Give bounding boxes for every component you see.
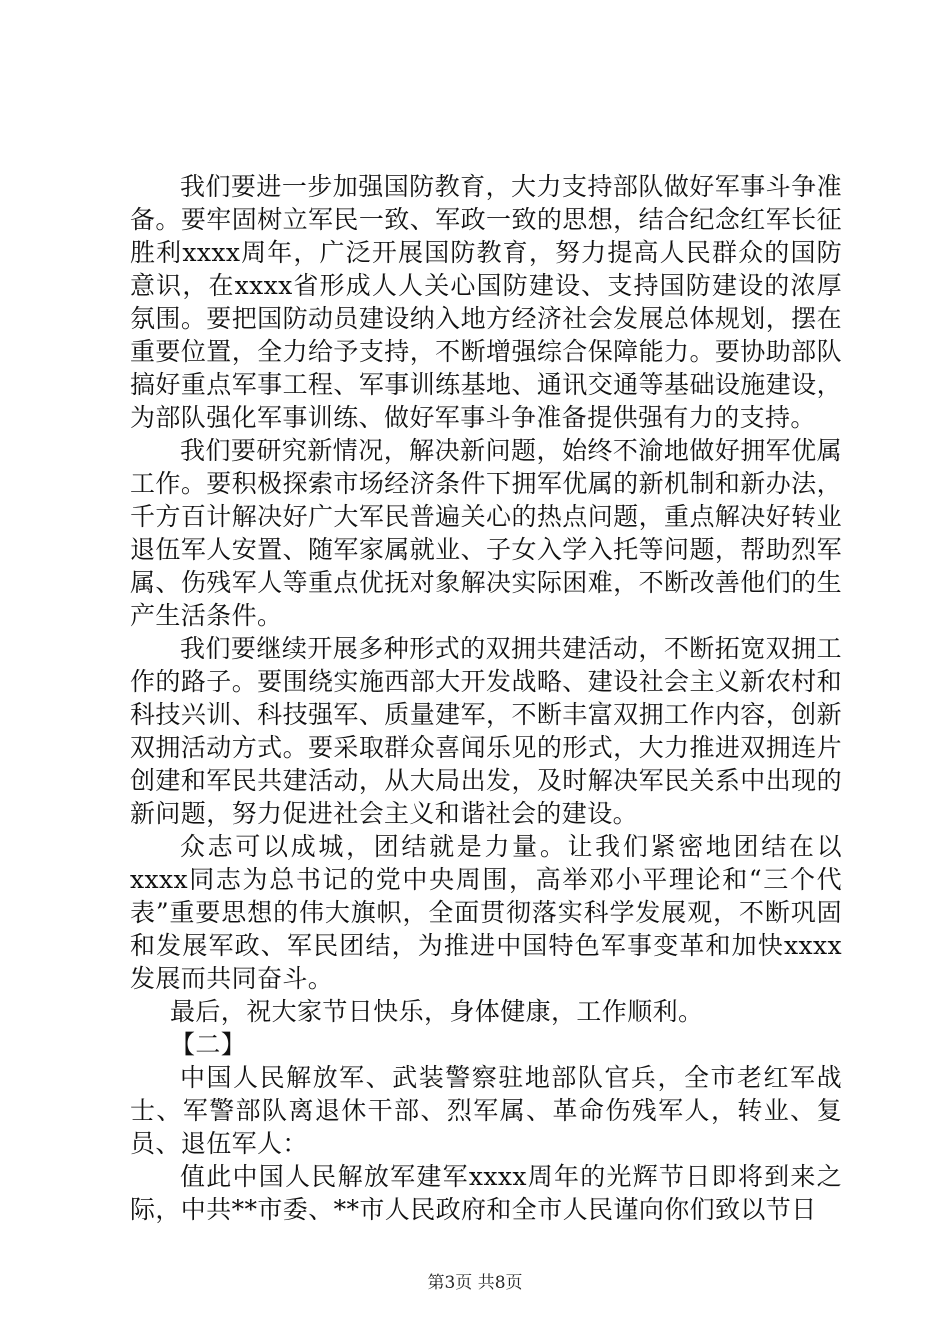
paragraph-double-support: 我们要继续开展多种形式的双拥共建活动，不断拓宽双拥工作的路子。要围绕实施西部大开发战略、建设社会主义新农村和科技兴训、科技强军、质量建军，不断丰富双拥工作内容，创新双拥活动方式。要采取群众喜闻乐见的形式，大力推进双拥连片创建和军民共建活动，从大局出发，及时解决军民关系中出现的新问题，努力促进社会主义和谐社会的建设。 [130,634,842,828]
paragraph-closing-wishes: 最后，祝大家节日快乐，身体健康，工作顺利。 [170,997,704,1026]
paragraph-salutation: 中国人民解放军、武装警察驻地部队官兵，全市老红军战士、军警部队离退休干部、烈军属、革命伤残军人，转业、复员、退伍军人： [130,1063,842,1158]
document-body [130,170,842,1226]
section-heading-two: 【二】 [170,1030,247,1059]
paragraph-unity: 众志可以成城，团结就是力量。让我们紧密地团结在以xxxx同志为总书记的党中央周围，高举邓小平理论和“三个代表”重要思想的伟大旗帜，全面贯彻落实科学发展观，不断巩固和发展军政、军民团结，为推进中国特色军事变革和加快xxxx发展而共同奋斗。 [130,832,842,993]
paragraph-national-defense: 我们要进一步加强国防教育，大力支持部队做好军事斗争准备。要牢固树立军民一致、军政一致的思想，结合纪念红军长征胜利xxxx周年，广泛开展国防教育，努力提高人民群众的国防意识，在xxxx省形成人人关心国防建设、支持国防建设的浓厚氛围。要把国防动员建设纳入地方经济社会发展总体规划，摆在重要位置，全力给予支持，不断增强综合保障能力。要协助部队搞好重点军事工程、军事训练基地、通讯交通等基础设施建设，为部队强化军事训练、做好军事斗争准备提供强有力的支持。 [130,172,842,432]
paragraph-greeting: 值此中国人民解放军建军xxxx周年的光辉节日即将到来之际，中共**市委、**市人民政府和全市人民谨向你们致以节日 [130,1162,842,1224]
page-footer: 第3页 共8页 [427,1273,523,1293]
paragraph-support-army: 我们要研究新情况，解决新问题，始终不渝地做好拥军优属工作。要积极探索市场经济条件下拥军优属的新机制和新办法，千方百计解决好广大军民普遍关心的热点问题，重点解决好转业退伍军人安置、随军家属就业、子女入学入托等问题，帮助烈军属、伤残军人等重点优抚对象解决实际困难，不断改善他们的生产生活条件。 [130,436,842,630]
